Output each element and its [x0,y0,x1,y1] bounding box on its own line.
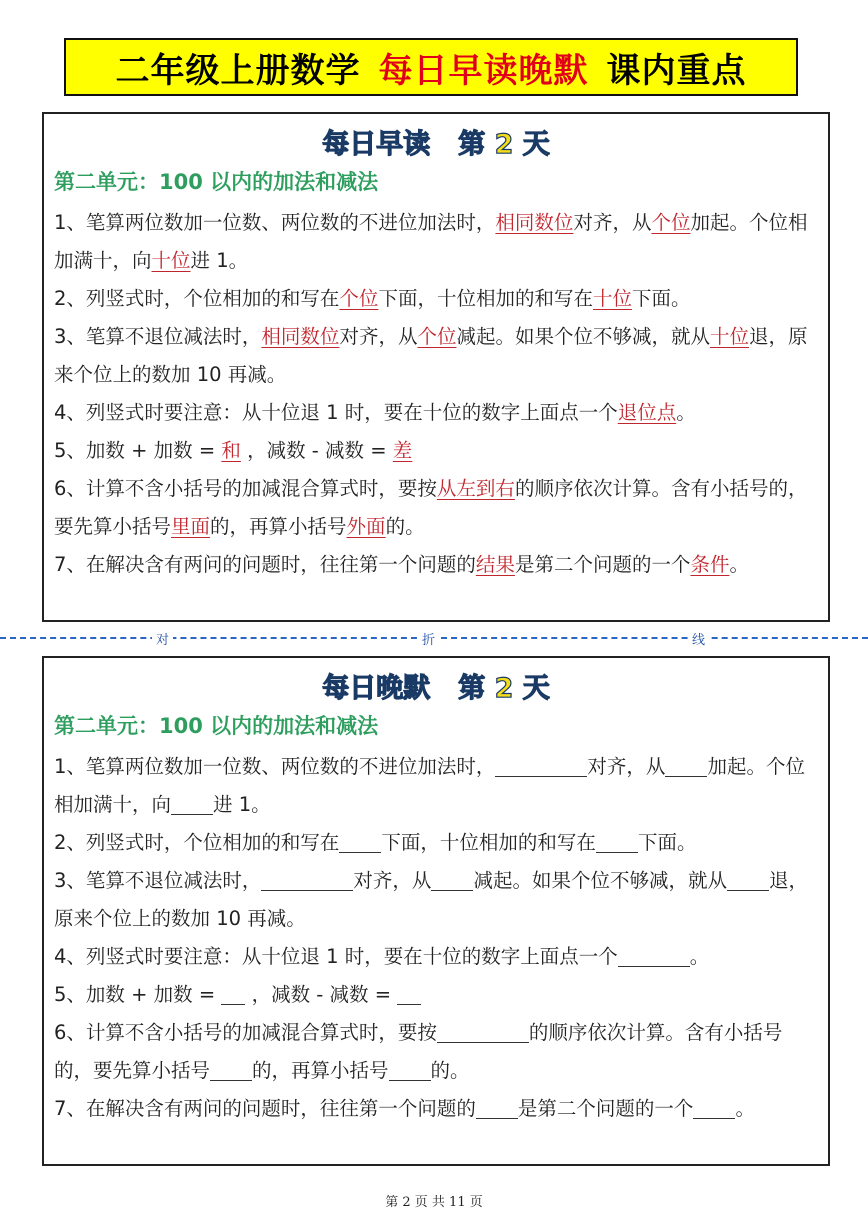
fill-blank [171,792,213,815]
item-text: 退，原来个位上的数加 10 再减。 [54,325,808,386]
evening-title-label: 每日晚默 [322,673,431,704]
item-text: 的。 [385,515,425,538]
morning-item-4 [54,394,820,432]
fill-blank [221,982,245,1005]
item-text: 1、笔算两位数加一位数、两位数的不进位加法时， [54,211,496,234]
evening-item-2 [54,824,820,862]
key-answer: 个位 [417,325,457,348]
key-answer: 十位 [709,325,749,348]
evening-item-4 [54,938,820,976]
evening-unit-heading: 第二单元：100 以内的加法和减法 [54,714,379,738]
key-answer: 退位点 [617,401,677,424]
item-text: 。 [729,553,749,576]
key-answer: 里面 [171,515,211,538]
item-text: 是第二个问题的一个 [517,1097,694,1120]
item-text: 进 1。 [190,249,249,272]
item-text: 的，再算小括号 [252,1059,389,1082]
key-answer: 条件 [690,553,730,576]
fill-blank [727,868,769,891]
evening-item-5 [54,976,820,1014]
fill-blank [437,1020,529,1043]
fill-blank [476,1096,518,1119]
item-text: 5、加数 + 加数 = [54,983,222,1006]
banner-left: 二年级上册数学 [115,50,361,91]
evening-item-7 [54,1090,820,1128]
item-text: 的顺序依次计算。含有小括号的，要先算小括号 [54,1021,783,1082]
item-text: 。 [735,1097,755,1120]
fill-blank [693,1096,735,1119]
key-answer: 差 [392,439,413,462]
morning-item-1 [54,204,820,280]
item-text: 减起。如果个位不够减，就从 [456,325,710,348]
item-text: 。 [676,401,696,424]
key-answer: 十位 [151,249,191,272]
key-answer: 相同数位 [261,325,340,348]
fill-blank [431,868,473,891]
evening-item-3 [54,862,820,938]
key-answer: 相同数位 [495,211,574,234]
item-text: 下面。 [637,831,697,854]
item-text: 2、列竖式时，个位相加的和写在 [54,287,340,310]
item-text: 减起。如果个位不够减，就从 [473,869,727,892]
fill-blank [210,1058,252,1081]
item-text: 3、笔算不退位减法时， [54,325,262,348]
morning-item-5 [54,432,820,470]
item-text: 进 1。 [213,793,271,816]
item-text: 7、在解决含有两问的问题时，往往第一个问题的 [54,1097,476,1120]
key-answer: 外面 [346,515,386,538]
morning-day-title [44,122,828,161]
fill-blank [261,868,353,891]
banner-middle: 每日早读晚默 [378,50,589,91]
morning-item-3 [54,318,820,394]
key-answer: 个位 [651,211,691,234]
item-text: 6、计算不含小括号的加减混合算式时，要按 [54,477,437,500]
fill-blank [665,754,707,777]
item-text: 的，再算小括号 [210,515,347,538]
fill-blank [618,944,690,967]
fill-blank [339,830,381,853]
item-text: 3、笔算不退位减法时， [54,869,262,892]
item-text: 下面。 [631,287,691,310]
item-text: 5、加数 + 加数 = [54,439,222,462]
evening-item-list [54,748,820,1128]
evening-item-1 [54,748,820,824]
item-text: 的顺序依次计算。含有小括号的，要先算小括号 [54,477,808,538]
evening-item-6 [54,1014,820,1090]
fill-blank [495,754,587,777]
item-text: 4、列竖式时要注意：从十位退 1 时，要在十位的数字上面点一个 [54,401,618,424]
evening-day-title [44,666,828,705]
fill-blank [397,982,421,1005]
fill-blank [596,830,638,853]
evening-dictation-card [42,656,830,1166]
morning-item-6 [54,470,820,546]
title-banner [64,38,798,96]
morning-title-label: 每日早读 [322,129,431,160]
banner-right: 课内重点 [606,50,747,91]
item-text: 1、笔算两位数加一位数、两位数的不进位加法时， [54,755,496,778]
morning-reading-card [42,112,830,622]
item-text: 下面，十位相加的和写在 [381,831,596,854]
item-text: 的。 [430,1059,470,1082]
item-text: 退，原来个位上的数加 10 再减。 [54,869,808,930]
item-text: ，减数 - 减数 = [240,439,393,462]
morning-item-2 [54,280,820,318]
item-text: 是第二个问题的一个 [514,553,691,576]
morning-item-7 [54,546,820,584]
item-text: 7、在解决含有两问的问题时，往往第一个问题的 [54,553,476,576]
item-text: 对齐，从 [587,755,666,778]
fold-label-3: 线 [688,629,709,648]
morning-item-list [54,204,820,584]
evening-day-label: 第 2 天 [458,673,550,704]
key-answer: 个位 [339,287,379,310]
key-answer: 和 [221,439,241,462]
item-text: 对齐，从 [573,211,652,234]
morning-unit-heading: 第二单元：100 以内的加法和减法 [54,170,379,194]
item-text: 对齐，从 [353,869,432,892]
fold-label-2: 折 [418,629,439,648]
key-answer: 从左到右 [436,477,515,500]
key-answer: 十位 [592,287,632,310]
fold-label-1: 对 [152,629,173,648]
item-text: 下面，十位相加的和写在 [378,287,593,310]
item-text: 对齐，从 [339,325,418,348]
item-text: 6、计算不含小括号的加减混合算式时，要按 [54,1021,437,1044]
item-text: 4、列竖式时要注意：从十位退 1 时，要在十位的数字上面点一个 [54,945,618,968]
item-text: 2、列竖式时，个位相加的和写在 [54,831,340,854]
item-text: 。 [689,945,710,968]
page-footer: 第 2 页 共 11 页 [385,1195,483,1210]
key-answer: 结果 [475,553,515,576]
fill-blank [389,1058,431,1081]
item-text: ，减数 - 减数 = [245,983,398,1006]
item-text: 加起。个位相加满十，向 [54,755,805,816]
item-text: 加起。个位相加满十，向 [54,211,808,272]
morning-day-label: 第 2 天 [458,129,550,160]
